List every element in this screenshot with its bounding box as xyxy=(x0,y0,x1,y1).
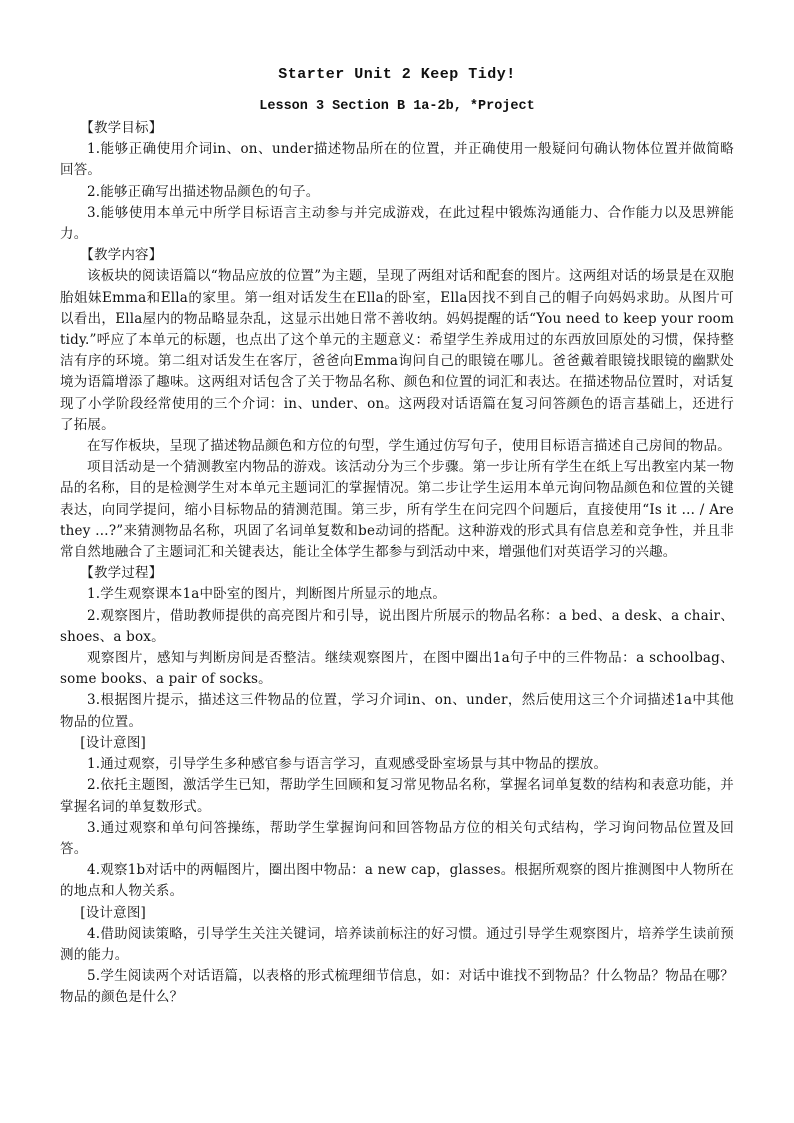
paragraph: 4.借助阅读策略，引导学生关注关键词，培养读前标注的好习惯。通过引导学生观察图片，培养学生读前预测的能力。 xyxy=(60,925,734,963)
paragraph: 2.依托主题图，激活学生已知，帮助学生回顾和复习常见物品名称，掌握名词单复数的结构和表意功能，并掌握名词的单复数形式。 xyxy=(60,777,734,815)
paragraph: 2.能够正确写出描述物品颜色的句子。 xyxy=(87,183,320,200)
paragraph: 观察图片，感知与判断房间是否整洁。继续观察图片，在图中圈出1a句子中的三件物品：a schoolbag、some books、a pair of socks。 xyxy=(60,650,734,688)
document-title: Starter Unit 2 Keep Tidy! xyxy=(278,66,516,83)
paragraph: 3.能够使用本单元中所学目标语言主动参与并完成游戏，在此过程中锻炼沟通能力、合作能力以及思辨能力。 xyxy=(60,204,734,243)
document-body xyxy=(60,118,734,1009)
paragraph: 3.根据图片提示，描述这三件物品的位置，学习介词in、on、under，然后使用这三个介词描述1a中其他物品的位置。 xyxy=(60,692,734,730)
paragraph: 5.学生阅读两个对话语篇，以表格的形式梳理细节信息，如：对话中谁找不到物品？什么物品？物品在哪？物品的颜色是什么？ xyxy=(60,968,734,1006)
paragraph: 1.学生观察课本1a中卧室的图片，判断图片所显示的地点。 xyxy=(87,586,447,603)
section-heading-process: 【教学过程】 xyxy=(80,565,163,582)
paragraph: 1.通过观察，引导学生多种感官参与语言学习，直观感受卧室场景与其中物品的摆放。 xyxy=(87,756,608,773)
design-intent-label: [设计意图] xyxy=(80,734,146,751)
lesson-subtitle: Lesson 3 Section B 1a-2b, *Project xyxy=(259,99,535,114)
paragraph: 1.能够正确使用介词in、on、under描述物品所在的位置，并正确使用一般疑问句确认物体位置并做简略回答。 xyxy=(60,141,734,179)
paragraph: 在写作板块，呈现了描述物品颜色和方位的句型，学生通过仿写句子，使用目标语言描述自己房间的物品。 xyxy=(87,438,731,455)
document-page xyxy=(60,62,734,1009)
paragraph: 3.通过观察和单句问答操练，帮助学生掌握询问和回答物品方位的相关句式结构，学习询问物品位置及回答。 xyxy=(60,819,734,857)
design-intent-label: [设计意图] xyxy=(80,904,146,921)
paragraph: 4.观察1b对话中的两幅图片，圈出图中物品：a new cap，glasses。根据所观察的图片推测图中人物所在的地点和人物关系。 xyxy=(60,862,734,900)
section-heading-objectives: 【教学目标】 xyxy=(80,120,163,136)
paragraph: 2.观察图片，借助教师提供的高亮图片和引导，说出图片所展示的物品名称：a bed、a desk、a chair、shoes、a box。 xyxy=(60,607,734,645)
section-heading-content: 【教学内容】 xyxy=(80,247,163,264)
paragraph: 项目活动是一个猜测教室内物品的游戏。该活动分为三个步骤。第一步让所有学生在纸上写出教室内某一物品的名称，目的是检测学生对本单元主题词汇的掌握情况。第二步让学生运用本单元询问物品颜色和位置的关键表达，向同学提问，缩小目标物品的猜测范围。第三步，所有学生在问完四个问题后，直接使用“Is it … / Are they …?”来猜测物品名称，巩固了名词单复数和be动词的搭配。这种游戏的形式具有信息差和竞争性，并且非常自然地融合了主题词汇和关键表达，能让全体学生都参与到活动中来，增强他们对英语学习的兴趣。 xyxy=(60,459,734,561)
paragraph: 该板块的阅读语篇以“物品应放的位置”为主题，呈现了两组对话和配套的图片。这两组对话的场景是在双胞胎姐妹Emma和Ella的家里。第一组对话发生在Ella的卧室，Ella因找不到自己的帽子向妈妈求助。从图片可以看出，Ella屋内的物品略显杂乱，这显示出她日常不善收纳。妈妈提醒的话“You need to keep your room tidy.”呼应了本单元的标题，也点出了这个单元的主题意义：希望学生养成用过的东西放回原处的习惯，保持整洁有序的环境。第二组对话发生在客厅，爸爸向Emma询问自己的眼镜在哪儿。爸爸戴着眼镜找眼镜的幽默处境为语篇增添了趣味。这两组对话包含了关于物品名称、颜色和位置的词汇和表达。在描述物品位置时，对话复现了小学阶段经常使用的三个介词：in、under、on。这两段对话语篇在复习问答颜色的语言基础上，还进行了拓展。 xyxy=(60,268,734,433)
